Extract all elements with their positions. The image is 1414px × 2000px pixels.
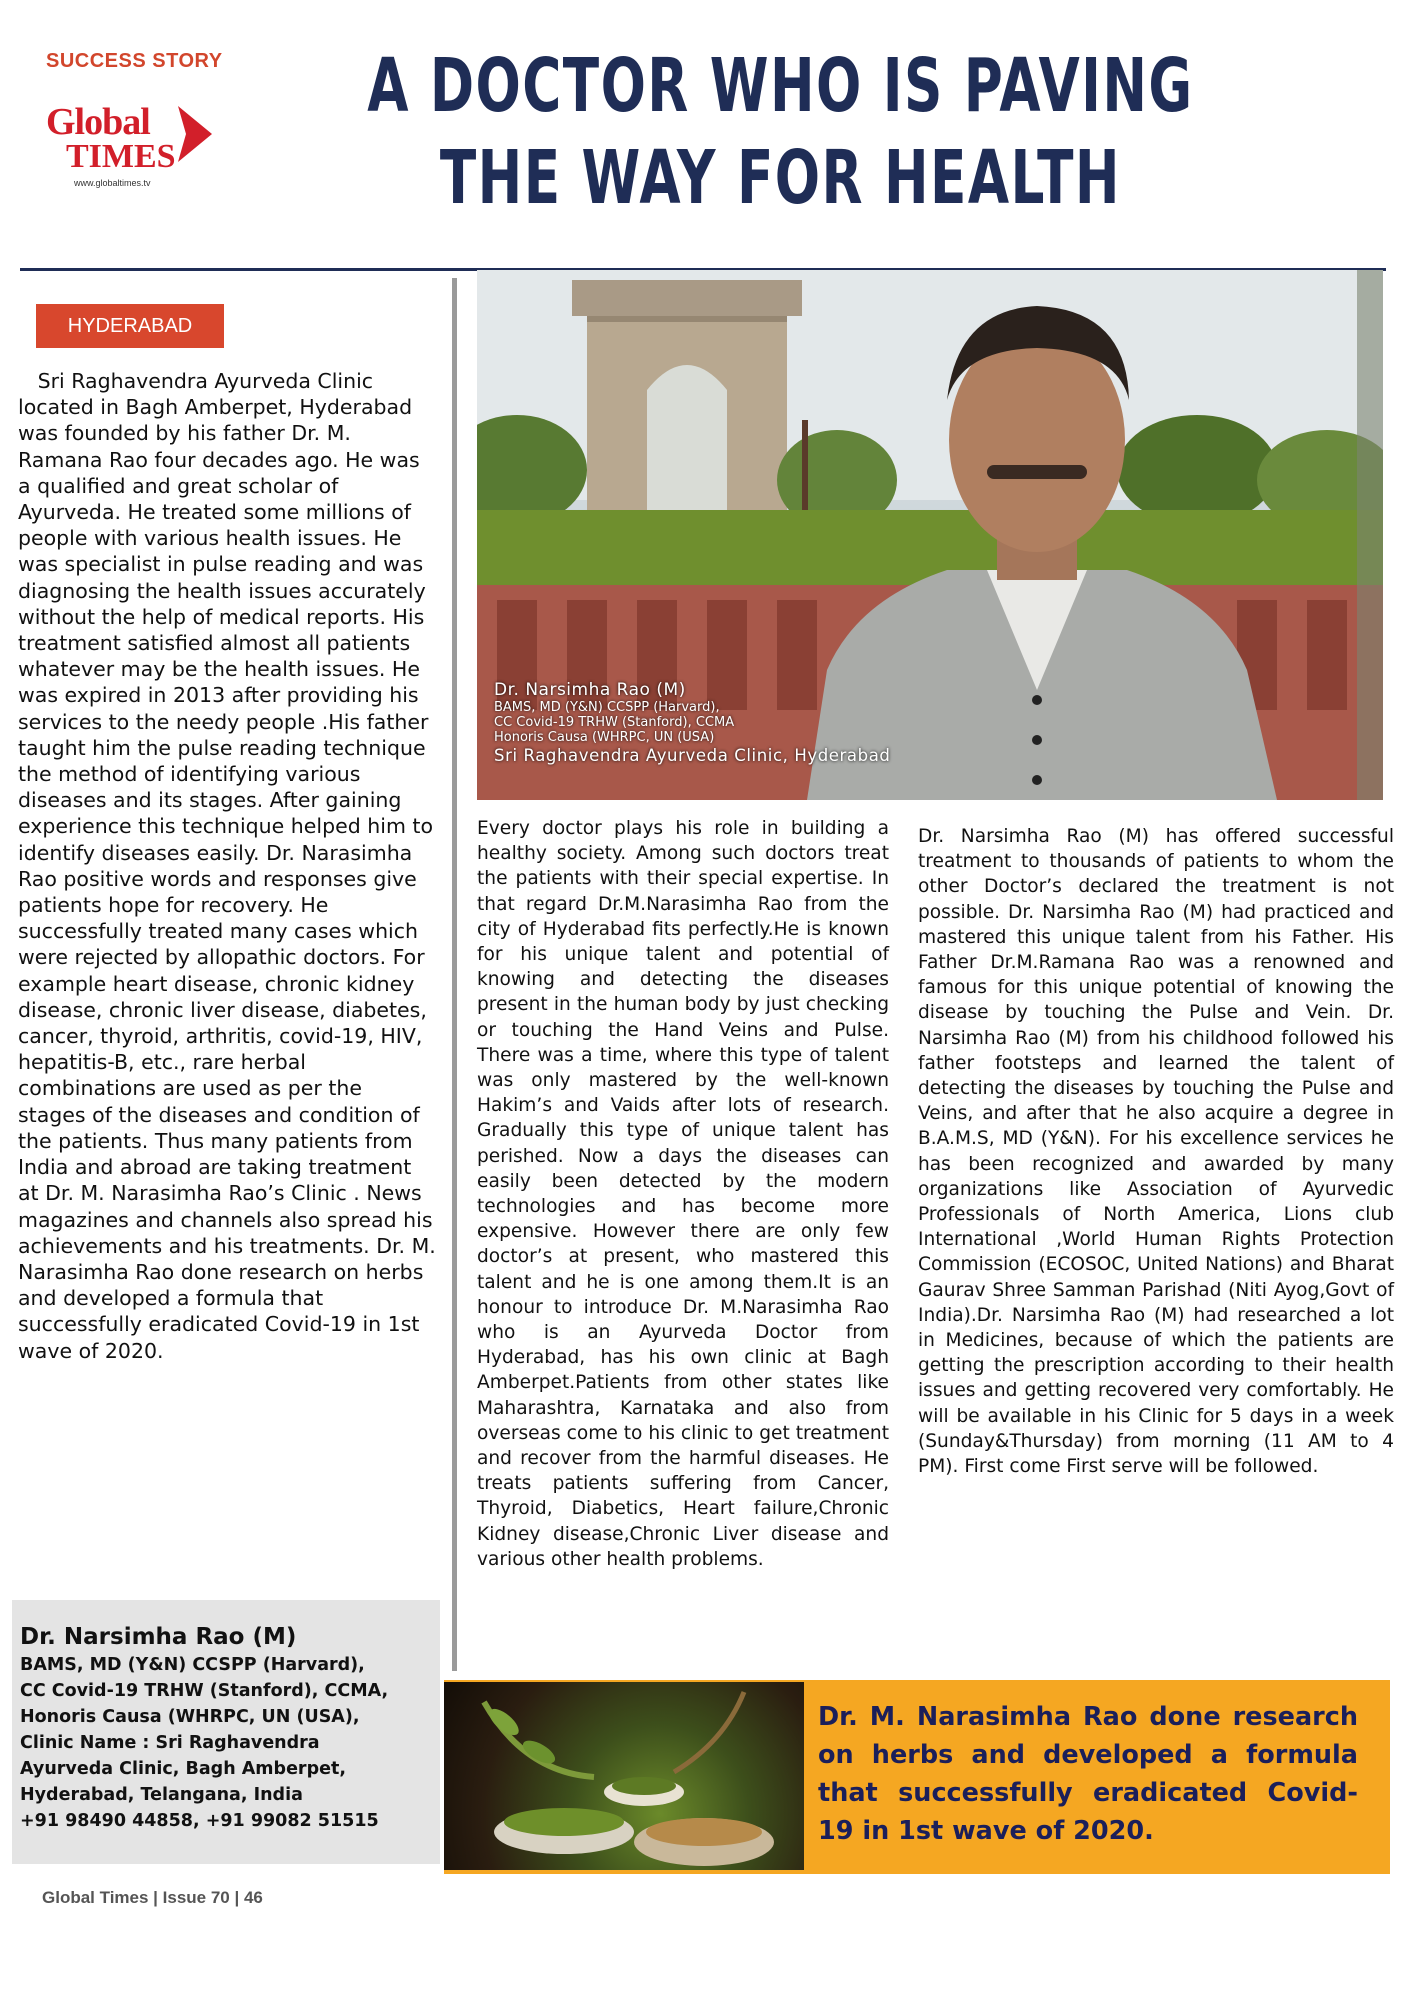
photo-caption: [494, 680, 891, 767]
caption-degree: CC Covid-19 TRHW (Stanford), CCMA: [494, 715, 735, 730]
contact-line: Ayurveda Clinic, Bagh Amberpet,: [20, 1759, 346, 1779]
logo-arrow-icon: [174, 100, 216, 170]
herbs-illustration: [444, 1682, 804, 1870]
contact-phone: +91 98490 44858, +91 99082 51515: [20, 1811, 379, 1831]
global-times-logo: [46, 100, 221, 195]
caption-name: Dr. Narsimha Rao (M): [494, 680, 686, 700]
headline-line-2: THE WAY FOR HEALTH: [439, 135, 1121, 221]
caption-degree: BAMS, MD (Y&N) CCSPP (Harvard),: [494, 700, 720, 715]
left-column-text: Sri Raghavendra Ayurveda Clinic located in Bagh Amberpet, Hyderabad was founded by his father Dr. M. Ramana Rao four decades ago. He was a qualified and great scholar of Ayurveda. He treated some millions of people with various health issues. He was specialist in pulse reading and was diagnosing the health issues accurately without the help of medical reports. His treatment satisfied almost all patients whatever may be the health issues. He was expired in 2013 after providing his services to the needy people .His father taught him the pulse reading technique the method of identifying various diseases and its stages. After gaining experience this technique helped him to identify diseases easily. Dr. Narasimha Rao positive words and responses give patients hope for recovery. He successfully treated many cases which were rejected by allopathic doctors. For example heart disease, chronic kidney disease, chronic liver disease, diabetes, cancer, thyroid, arthritis, covid-19, HIV, hepatitis-B, etc., rare herbal combinations are used as per the stages of the diseases and condition of the patients. Thus many patients from India and abroad are taking treatment at Dr. M. Narasimha Rao’s Clinic . News magazines and channels also spread his achievements and his treatments. Dr. M. Narasimha Rao done research on herbs and developed a formula that successfully eradicated Covid-19 in 1st wave of 2020.: [18, 369, 443, 1363]
headline: [280, 40, 1281, 224]
caption-degree: Honoris Causa (WHRPC, UN (USA): [494, 730, 715, 745]
contact-line: Honoris Causa (WHRPC, UN (USA),: [20, 1707, 360, 1727]
contact-line: BAMS, MD (Y&N) CCSPP (Harvard),: [20, 1655, 365, 1675]
contact-line: Clinic Name : Sri Raghavendra: [20, 1733, 320, 1753]
banner-text: Dr. M. Narasimha Rao done research on herbs and developed a formula that successfully eradicated Covid-19 in 1st wave of 2020.: [818, 1702, 1358, 1846]
caption-clinic: Sri Raghavendra Ayurveda Clinic, Hyderabad: [494, 746, 891, 765]
highlight-banner: [444, 1680, 1390, 1874]
logo-url: www.globaltimes.tv: [74, 178, 151, 188]
logo-word-global: Global: [46, 101, 150, 143]
middle-column-text: Every doctor plays his role in building a healthy society. Among such doctors treat the patients with their special expertise. In that regard Dr.M.Narasimha Rao from the city of Hyderabad fits perfectly.He is known for his unique talent and potential of knowing and detecting the diseases present in the human body by just checking or touching the Hand Veins and Pulse. There was a time, where this type of talent was only mastered by the well-known Hakim’s and Vaids after lots of research. Gradually this type of unique talent has perished. Now a days the diseases can easily been detected by the modern technologies and has become more expensive. However there are only few doctor’s at present, who mastered this talent and he is one among them.It is an honour to introduce Dr. M.Narasimha Rao who is an Ayurveda Doctor from Hyderabad, has his own clinic at Bagh Amberpet.Patients from other states like Maharashtra, Karnataka and also from overseas come to his clinic to get treatment and recover from the harmful diseases. He treats patients suffering from Cancer, Thyroid, Diabetics, Heart failure,Chronic Kidney disease,Chronic Liver disease and various other health problems.: [477, 818, 889, 1570]
contact-line: CC Covid-19 TRHW (Stanford), CCMA,: [20, 1681, 389, 1701]
location-tag: HYDERABAD: [36, 304, 224, 348]
right-column-text: Dr. Narsimha Rao (M) has offered successful treatment to thousands of patients to whom the other Doctor’s declared the treatment is not possible. Dr. Narsimha Rao (M) had practiced and mastered this unique talent from his Father. His Father Dr.M.Ramana Rao was a renowned and famous for this unique potential of knowing the disease by touching the Pulse and Vein. Dr. Narsimha Rao (M) from his childhood followed his father footsteps and learned the talent of detecting the diseases by touching the Pulse and Veins, and after that he also acquire a degree in B.A.M.S, MD (Y&N). For his excellence services he has been recognized and awarded by many organizations like Association of Ayurvedic Professionals of North America, Lions club International ,World Human Rights Protection Commission (ECOSOC, United Nations) and Bharat Gaurav Shree Samman Parishad (Niti Ayog,Govt of India).Dr. Narsimha Rao (M) had researched a lot in Medicines, because of which the patients are getting the prescription according to their health issues and getting recovered very comfortably. He will be available in his Clinic for 5 days in a week (Sunday&Thursday) from morning (11 AM to 4 PM). First come First serve will be followed.: [918, 826, 1394, 1478]
contact-name: Dr. Narsimha Rao (M): [20, 1624, 297, 1650]
page-footer: Global Times | Issue 70 | 46: [42, 1888, 263, 1907]
contact-box: [12, 1600, 440, 1864]
column-divider: [452, 278, 457, 1671]
herbs-image: [444, 1682, 804, 1870]
section-kicker: SUCCESS STORY: [46, 50, 223, 72]
logo-word-times: TIMES: [66, 138, 176, 175]
contact-line: Hyderabad, Telangana, India: [20, 1785, 303, 1805]
headline-line-1: A DOCTOR WHO IS PAVING: [367, 43, 1194, 129]
